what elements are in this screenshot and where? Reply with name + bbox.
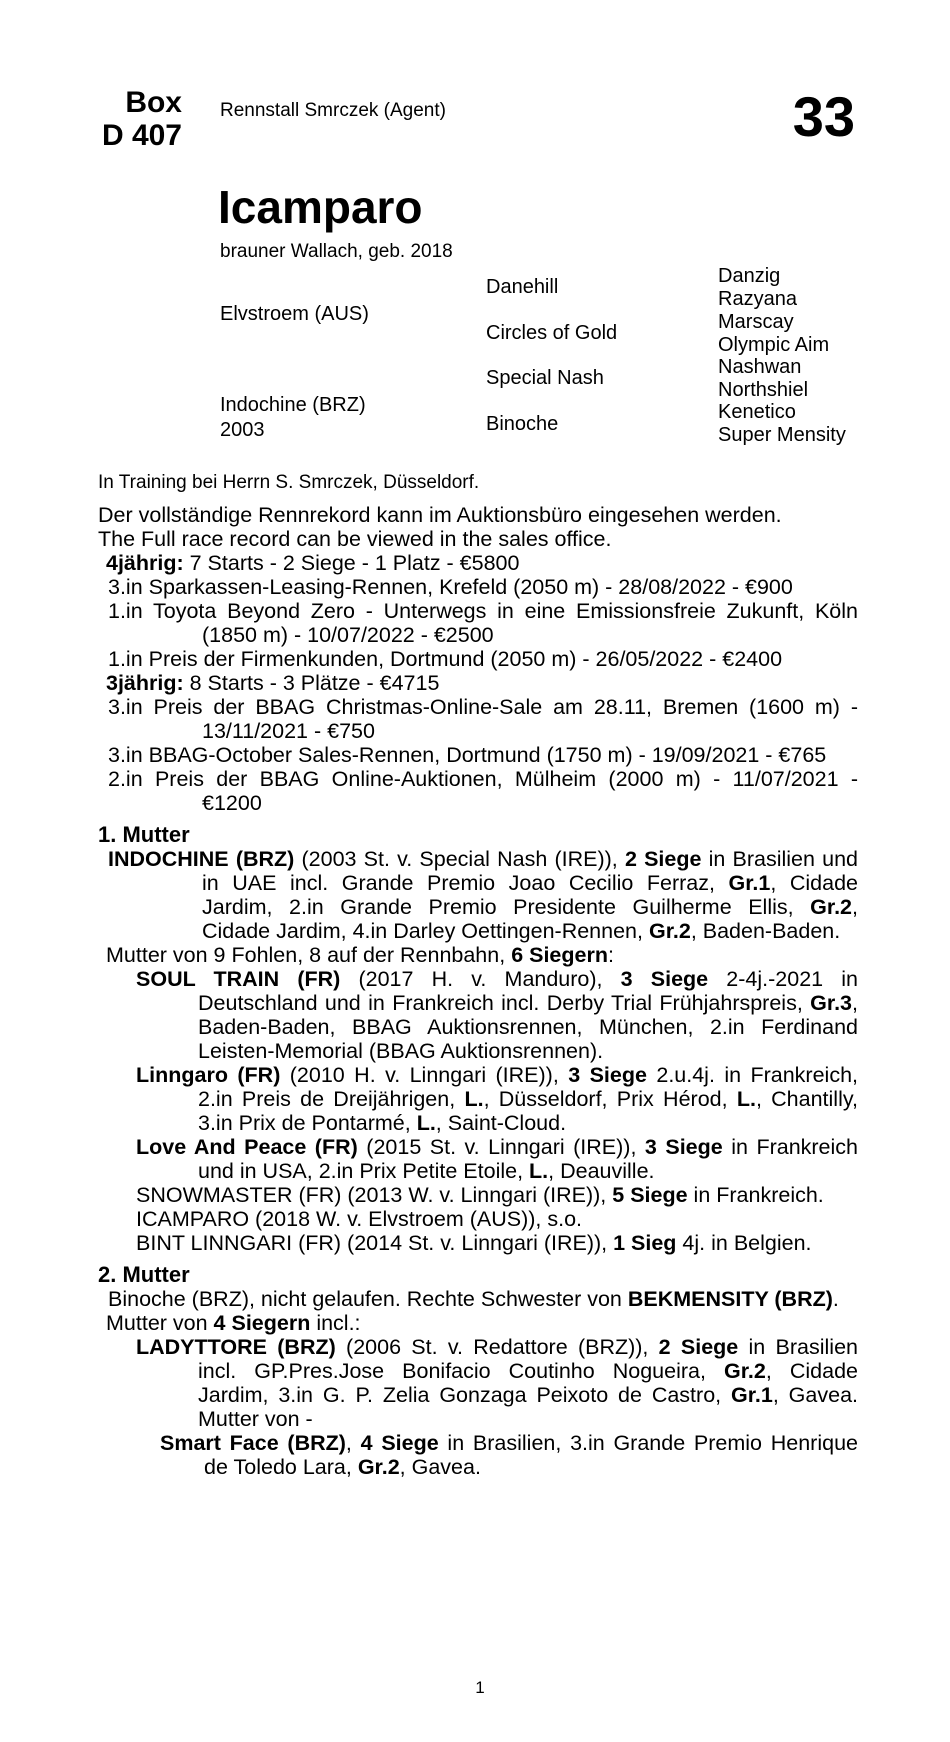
box-label: Box xyxy=(125,86,182,119)
box-number: D 407 xyxy=(101,119,182,152)
race-line: 3.in Sparkassen-Leasing-Rennen, Krefeld (2050 m) - 28/08/2022 - €900 xyxy=(108,575,793,599)
pedigree-ssd: Razyana xyxy=(718,288,797,310)
consignor: Rennstall Smrczek (Agent) xyxy=(220,100,446,121)
offspring-entry: SNOWMASTER (FR) (2013 W. v. Linngari (IRE)), 5 Siege in Frankreich. xyxy=(136,1183,824,1207)
pedigree-sire: Elvstroem (AUS) xyxy=(220,303,369,325)
lot-number: 33 xyxy=(792,85,855,148)
dam1-produce: Mutter von 9 Fohlen, 8 auf der Rennbahn, 6 Siegern: xyxy=(106,943,614,967)
offspring-entry: ICAMPARO (2018 W. v. Elvstroem (AUS)), s.o. xyxy=(136,1207,583,1231)
pedigree-sds: Marscay xyxy=(718,311,794,333)
pedigree-dds: Kenetico xyxy=(718,401,796,423)
dam2-record: Binoche (BRZ), nicht gelaufen. Rechte Schwester von BEKMENSITY (BRZ). xyxy=(108,1287,839,1311)
pedigree-dd: Binoche xyxy=(486,413,559,435)
dam1-heading: 1. Mutter xyxy=(98,822,190,847)
dam2-produce: Mutter von 4 Siegern incl.: xyxy=(106,1311,361,1335)
age3-summary: 3jährig: 8 Starts - 3 Plätze - €4715 xyxy=(106,671,440,695)
race-line: 1.in Preis der Firmenkunden, Dortmund (2050 m) - 26/05/2022 - €2400 xyxy=(108,647,783,671)
offspring-entry: LADYTTORE (BRZ) (2006 St. v. Redattore (BRZ)), 2 Siege in Brasilien incl. GP.Pres.Jose Bonifacio Coutinho Nogueira, Gr.2, Cidade Jardim, 3.in G. P. Zelia Gonzaga Peixoto de Castro, Gr.1, Gavea. Mutter von - xyxy=(136,1335,859,1431)
offspring-entry: BINT LINNGARI (FR) (2014 St. v. Linngari (IRE)), 1 Sieg 4j. in Belgien. xyxy=(136,1231,812,1255)
record-note-en: The Full race record can be viewed in the sales office. xyxy=(98,527,612,551)
pedigree-sss: Danzig xyxy=(718,265,781,287)
race-line: 3.in BBAG-October Sales-Rennen, Dortmund (1750 m) - 19/09/2021 - €765 xyxy=(108,743,827,767)
horse-name: Icamparo xyxy=(218,181,423,233)
pedigree-sd: Circles of Gold xyxy=(486,322,618,344)
offspring-entry: Love And Peace (FR) (2015 St. v. Linngari (IRE)), 3 Siege in Frankreich und in USA, 2.in Prix Petite Etoile, L., Deauville. xyxy=(136,1135,858,1183)
granddaughter-entry: Smart Face (BRZ), 4 Siege in Brasilien, 3.in Grande Premio Henrique de Toledo Lara, Gr.2, Gavea. xyxy=(160,1431,858,1479)
horse-description: brauner Wallach, geb. 2018 xyxy=(220,241,453,262)
pedigree-dam-year: 2003 xyxy=(220,419,265,441)
page-number: 1 xyxy=(475,1678,485,1697)
race-line: 1.in Toyota Beyond Zero - Unterwegs in eine Emissionsfreie Zukunft, Köln (1850 m) - 10/07/2022 - €2500 xyxy=(108,599,858,647)
offspring-entry: SOUL TRAIN (FR) (2017 H. v. Manduro), 3 Siege 2-4j.-2021 in Deutschland und in Frankreich incl. Derby Trial Frühjahrspreis, Gr.3, Baden-Baden, BBAG Auktionsrennen, München, 2.in Ferdinand Leisten-Memorial (BBAG Auktionsrennen). xyxy=(136,967,858,1063)
age4-summary: 4jährig: 7 Starts - 2 Siege - 1 Platz - €5800 xyxy=(106,551,520,575)
race-line: 2.in Preis der BBAG Online-Auktionen, Mülheim (2000 m) - 11/07/2021 - €1200 xyxy=(108,767,858,815)
catalogue-body xyxy=(98,471,858,1479)
pedigree-ds: Special Nash xyxy=(486,367,604,389)
pedigree-ddd: Super Mensity xyxy=(718,424,846,446)
record-note-de: Der vollständige Rennrekord kann im Auktionsbüro eingesehen werden. xyxy=(98,503,782,527)
pedigree-sdd: Olympic Aim xyxy=(718,334,830,356)
race-line: 3.in Preis der BBAG Christmas-Online-Sale am 28.11, Bremen (1600 m) - 13/11/2021 - €750 xyxy=(108,695,858,743)
pedigree-dam: Indochine (BRZ) xyxy=(220,394,366,416)
pedigree-dss: Nashwan xyxy=(718,356,802,378)
pedigree-dsd: Northshiel xyxy=(718,379,809,401)
training-note: In Training bei Herrn S. Smrczek, Düsseldorf. xyxy=(98,472,480,493)
dam1-record: INDOCHINE (BRZ) (2003 St. v. Special Nash (IRE)), 2 Siege in Brasilien und in UAE incl. Grande Premio Joao Cecilio Ferraz, Gr.1, Cidade Jardim, 2.in Grande Premio Presidente Guilherme Ellis, Gr.2, Cidade Jardim, 4.in Darley Oettingen-Rennen, Gr.2, Baden-Baden. xyxy=(108,847,859,943)
pedigree-ss: Danehill xyxy=(486,276,559,298)
offspring-entry: Linngaro (FR) (2010 H. v. Linngari (IRE)), 3 Siege 2.u.4j. in Frankreich, 2.in Preis de Dreijährigen, L., Düsseldorf, Prix Hérod, L., Chantilly, 3.in Prix de Pontarmé, L., Saint-Cloud. xyxy=(136,1063,859,1135)
dam2-heading: 2. Mutter xyxy=(98,1262,190,1287)
